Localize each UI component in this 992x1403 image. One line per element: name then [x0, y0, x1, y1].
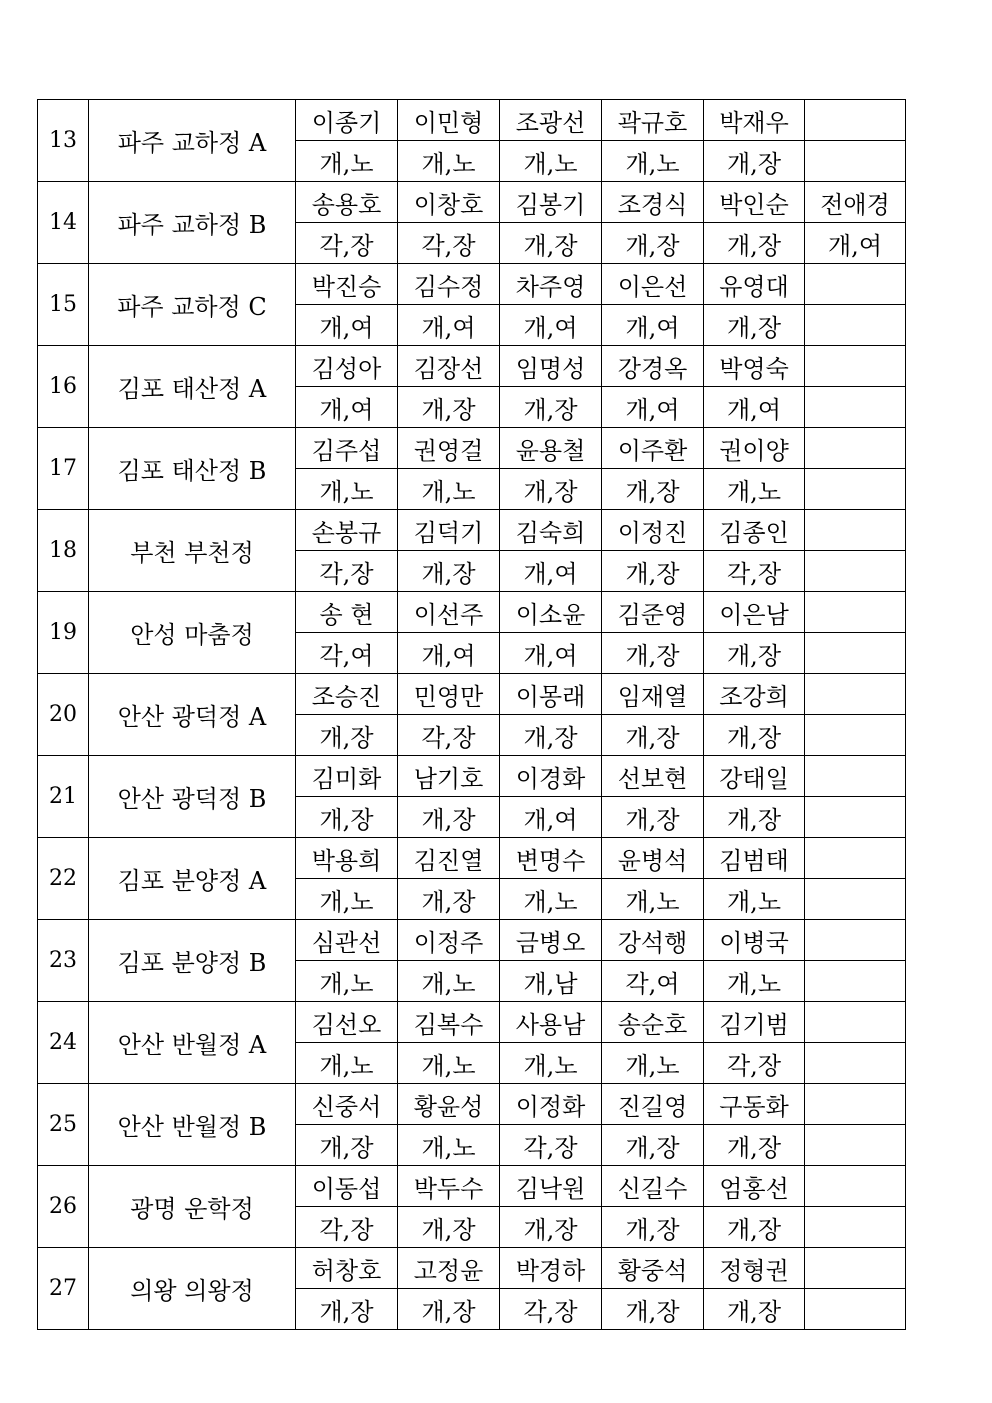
member-name-cell: 진길영 — [602, 1084, 704, 1125]
member-role-cell: 개,장 — [602, 715, 704, 756]
member-role-cell: 개,장 — [602, 1289, 704, 1330]
team-name: 안산 반월정 A — [89, 1002, 296, 1084]
member-name-cell: 차주영 — [500, 264, 602, 305]
member-role-cell: 개,장 — [500, 1207, 602, 1248]
member-role-cell: 개,장 — [602, 797, 704, 838]
member-role-cell: 개,노 — [296, 141, 398, 182]
member-name-cell: 김장선 — [398, 346, 500, 387]
member-name-cell: 고정윤 — [398, 1248, 500, 1289]
member-role-cell — [805, 1125, 906, 1166]
team-row-members — [38, 920, 906, 961]
team-name: 부천 부천정 — [89, 510, 296, 592]
team-row-members — [38, 1248, 906, 1289]
member-role-cell: 개,장 — [602, 551, 704, 592]
member-role-cell: 개,장 — [704, 1125, 805, 1166]
member-role-cell: 개,장 — [296, 1289, 398, 1330]
member-role-cell — [805, 469, 906, 510]
member-role-cell: 개,장 — [500, 469, 602, 510]
member-role-cell: 개,여 — [602, 305, 704, 346]
member-name-cell: 이은선 — [602, 264, 704, 305]
member-role-cell: 개,남 — [500, 961, 602, 1002]
team-name: 광명 운학정 — [89, 1166, 296, 1248]
member-role-cell: 개,노 — [398, 141, 500, 182]
member-role-cell — [805, 1043, 906, 1084]
member-role-cell: 개,장 — [602, 469, 704, 510]
member-role-cell: 개,여 — [805, 223, 906, 264]
member-name-cell: 강태일 — [704, 756, 805, 797]
member-role-cell: 개,장 — [602, 1125, 704, 1166]
member-name-cell: 신길수 — [602, 1166, 704, 1207]
member-role-cell: 개,장 — [398, 1289, 500, 1330]
member-name-cell: 조승진 — [296, 674, 398, 715]
member-name-cell: 민영만 — [398, 674, 500, 715]
member-role-cell: 각,장 — [500, 1125, 602, 1166]
member-name-cell: 남기호 — [398, 756, 500, 797]
member-role-cell: 개,장 — [602, 633, 704, 674]
team-row-members — [38, 592, 906, 633]
member-name-cell: 박경하 — [500, 1248, 602, 1289]
member-role-cell — [805, 633, 906, 674]
member-role-cell: 개,여 — [500, 797, 602, 838]
team-number: 14 — [38, 182, 89, 264]
team-number: 25 — [38, 1084, 89, 1166]
member-role-cell: 각,장 — [704, 551, 805, 592]
team-number: 21 — [38, 756, 89, 838]
member-name-cell: 곽규호 — [602, 100, 704, 141]
member-role-cell: 개,여 — [500, 551, 602, 592]
team-name: 파주 교하정 B — [89, 182, 296, 264]
team-row-members — [38, 100, 906, 141]
member-name-cell — [805, 1002, 906, 1043]
team-row-members — [38, 346, 906, 387]
member-name-cell — [805, 510, 906, 551]
member-role-cell — [805, 551, 906, 592]
member-role-cell: 각,장 — [296, 551, 398, 592]
member-name-cell: 조광선 — [500, 100, 602, 141]
member-name-cell: 송순호 — [602, 1002, 704, 1043]
team-name: 안산 반월정 B — [89, 1084, 296, 1166]
team-row-members — [38, 1166, 906, 1207]
member-name-cell: 허창호 — [296, 1248, 398, 1289]
member-role-cell: 개,노 — [704, 469, 805, 510]
member-name-cell: 이정화 — [500, 1084, 602, 1125]
member-role-cell: 각,장 — [296, 223, 398, 264]
member-role-cell: 개,노 — [602, 879, 704, 920]
member-role-cell: 개,장 — [296, 715, 398, 756]
member-role-cell: 개,노 — [296, 469, 398, 510]
team-name: 안성 마춤정 — [89, 592, 296, 674]
member-name-cell: 황중석 — [602, 1248, 704, 1289]
member-name-cell: 박용희 — [296, 838, 398, 879]
team-name: 파주 교하정 A — [89, 100, 296, 182]
member-name-cell: 신중서 — [296, 1084, 398, 1125]
team-number: 19 — [38, 592, 89, 674]
member-name-cell: 김미화 — [296, 756, 398, 797]
member-name-cell: 이병국 — [704, 920, 805, 961]
member-role-cell: 개,노 — [500, 879, 602, 920]
team-row-members — [38, 182, 906, 223]
member-name-cell: 황윤성 — [398, 1084, 500, 1125]
member-role-cell: 개,장 — [296, 797, 398, 838]
member-role-cell: 개,장 — [398, 1207, 500, 1248]
member-role-cell: 개,여 — [500, 633, 602, 674]
team-name: 김포 태산정 B — [89, 428, 296, 510]
member-role-cell: 개,장 — [704, 715, 805, 756]
member-name-cell — [805, 100, 906, 141]
member-role-cell: 개,장 — [602, 223, 704, 264]
member-role-cell: 개,노 — [500, 141, 602, 182]
member-role-cell: 개,장 — [398, 797, 500, 838]
member-role-cell: 개,장 — [500, 387, 602, 428]
member-name-cell: 이동섭 — [296, 1166, 398, 1207]
member-name-cell: 사용남 — [500, 1002, 602, 1043]
member-role-cell: 개,노 — [296, 1043, 398, 1084]
member-role-cell: 개,여 — [602, 387, 704, 428]
member-name-cell: 조강희 — [704, 674, 805, 715]
member-name-cell — [805, 264, 906, 305]
member-role-cell: 개,노 — [398, 1043, 500, 1084]
member-role-cell: 개,노 — [602, 1043, 704, 1084]
member-role-cell: 개,여 — [500, 305, 602, 346]
member-role-cell — [805, 961, 906, 1002]
member-name-cell: 강경옥 — [602, 346, 704, 387]
member-name-cell: 권영걸 — [398, 428, 500, 469]
team-row-members — [38, 1084, 906, 1125]
member-name-cell: 구동화 — [704, 1084, 805, 1125]
member-role-cell: 각,장 — [500, 1289, 602, 1330]
member-role-cell — [805, 305, 906, 346]
team-row-members — [38, 756, 906, 797]
member-name-cell: 박진승 — [296, 264, 398, 305]
member-name-cell: 송 현 — [296, 592, 398, 633]
member-name-cell: 박영숙 — [704, 346, 805, 387]
member-name-cell — [805, 1248, 906, 1289]
member-name-cell: 임명성 — [500, 346, 602, 387]
member-name-cell: 전애경 — [805, 182, 906, 223]
team-row-members — [38, 674, 906, 715]
member-role-cell: 개,장 — [704, 797, 805, 838]
member-name-cell — [805, 1084, 906, 1125]
member-name-cell: 변명수 — [500, 838, 602, 879]
member-role-cell: 각,장 — [398, 223, 500, 264]
team-number: 15 — [38, 264, 89, 346]
member-name-cell: 이몽래 — [500, 674, 602, 715]
member-name-cell — [805, 346, 906, 387]
team-name: 안산 광덕정 B — [89, 756, 296, 838]
member-name-cell — [805, 920, 906, 961]
member-role-cell — [805, 797, 906, 838]
member-role-cell: 각,장 — [704, 1043, 805, 1084]
member-name-cell: 이소윤 — [500, 592, 602, 633]
member-role-cell: 각,장 — [398, 715, 500, 756]
team-name: 김포 분양정 A — [89, 838, 296, 920]
member-name-cell: 윤용철 — [500, 428, 602, 469]
member-name-cell: 박인순 — [704, 182, 805, 223]
team-row-members — [38, 264, 906, 305]
member-role-cell: 개,여 — [398, 633, 500, 674]
member-name-cell: 김준영 — [602, 592, 704, 633]
member-role-cell: 개,장 — [704, 223, 805, 264]
member-name-cell: 강석행 — [602, 920, 704, 961]
member-role-cell: 개,장 — [602, 1207, 704, 1248]
member-name-cell: 김기범 — [704, 1002, 805, 1043]
member-name-cell: 임재열 — [602, 674, 704, 715]
member-name-cell: 이선주 — [398, 592, 500, 633]
member-role-cell: 개,장 — [398, 551, 500, 592]
member-name-cell: 김덕기 — [398, 510, 500, 551]
team-number: 16 — [38, 346, 89, 428]
member-name-cell — [805, 838, 906, 879]
member-name-cell: 이정진 — [602, 510, 704, 551]
member-name-cell: 선보현 — [602, 756, 704, 797]
member-name-cell: 송용호 — [296, 182, 398, 223]
team-number: 23 — [38, 920, 89, 1002]
member-name-cell — [805, 674, 906, 715]
member-role-cell: 개,장 — [704, 141, 805, 182]
member-role-cell: 개,장 — [500, 715, 602, 756]
member-role-cell: 개,노 — [704, 961, 805, 1002]
member-role-cell — [805, 715, 906, 756]
member-name-cell: 박두수 — [398, 1166, 500, 1207]
team-name: 김포 분양정 B — [89, 920, 296, 1002]
member-name-cell: 김봉기 — [500, 182, 602, 223]
member-name-cell: 김선오 — [296, 1002, 398, 1043]
member-role-cell: 개,노 — [500, 1043, 602, 1084]
member-role-cell: 개,장 — [398, 879, 500, 920]
member-name-cell: 김성아 — [296, 346, 398, 387]
member-name-cell: 김진열 — [398, 838, 500, 879]
team-number: 17 — [38, 428, 89, 510]
team-row-members — [38, 1002, 906, 1043]
member-name-cell: 금병오 — [500, 920, 602, 961]
member-role-cell — [805, 879, 906, 920]
member-name-cell: 이종기 — [296, 100, 398, 141]
member-name-cell: 윤병석 — [602, 838, 704, 879]
member-role-cell: 개,장 — [296, 1125, 398, 1166]
member-name-cell: 김낙원 — [500, 1166, 602, 1207]
member-role-cell: 개,노 — [602, 141, 704, 182]
member-name-cell — [805, 592, 906, 633]
member-role-cell: 개,노 — [704, 879, 805, 920]
team-number: 27 — [38, 1248, 89, 1330]
member-name-cell: 김주섭 — [296, 428, 398, 469]
member-role-cell — [805, 1289, 906, 1330]
member-role-cell: 개,여 — [296, 305, 398, 346]
member-name-cell: 김숙희 — [500, 510, 602, 551]
team-number: 13 — [38, 100, 89, 182]
member-name-cell — [805, 428, 906, 469]
member-role-cell: 개,노 — [398, 469, 500, 510]
team-number: 20 — [38, 674, 89, 756]
member-name-cell: 박재우 — [704, 100, 805, 141]
member-name-cell: 권이양 — [704, 428, 805, 469]
member-name-cell: 이은남 — [704, 592, 805, 633]
member-name-cell: 정형권 — [704, 1248, 805, 1289]
member-name-cell: 엄홍선 — [704, 1166, 805, 1207]
member-name-cell: 김범태 — [704, 838, 805, 879]
member-name-cell: 이주환 — [602, 428, 704, 469]
team-row-members — [38, 428, 906, 469]
member-role-cell: 개,장 — [704, 633, 805, 674]
roster-body — [38, 100, 906, 1330]
team-number: 18 — [38, 510, 89, 592]
team-row-members — [38, 838, 906, 879]
member-role-cell — [805, 141, 906, 182]
member-role-cell: 개,노 — [398, 1125, 500, 1166]
member-name-cell: 손봉규 — [296, 510, 398, 551]
member-name-cell — [805, 756, 906, 797]
member-name-cell: 조경식 — [602, 182, 704, 223]
team-name: 의왕 의왕정 — [89, 1248, 296, 1330]
member-role-cell: 개,여 — [398, 305, 500, 346]
team-name: 안산 광덕정 A — [89, 674, 296, 756]
member-name-cell — [805, 1166, 906, 1207]
team-number: 22 — [38, 838, 89, 920]
team-name: 파주 교하정 C — [89, 264, 296, 346]
member-role-cell: 개,노 — [296, 961, 398, 1002]
member-role-cell: 개,장 — [704, 1207, 805, 1248]
team-number: 26 — [38, 1166, 89, 1248]
member-role-cell: 개,장 — [704, 1289, 805, 1330]
member-name-cell: 유영대 — [704, 264, 805, 305]
member-role-cell — [805, 387, 906, 428]
member-role-cell: 개,여 — [704, 387, 805, 428]
member-role-cell: 개,장 — [704, 305, 805, 346]
team-number: 24 — [38, 1002, 89, 1084]
member-role-cell — [805, 1207, 906, 1248]
member-name-cell: 김수정 — [398, 264, 500, 305]
team-roster-table — [37, 99, 906, 1330]
member-name-cell: 김종인 — [704, 510, 805, 551]
member-name-cell: 이경화 — [500, 756, 602, 797]
member-role-cell: 각,여 — [296, 633, 398, 674]
member-role-cell: 개,장 — [398, 387, 500, 428]
member-name-cell: 심관선 — [296, 920, 398, 961]
member-role-cell: 개,노 — [398, 961, 500, 1002]
team-name: 김포 태산정 A — [89, 346, 296, 428]
member-name-cell: 이정주 — [398, 920, 500, 961]
member-name-cell: 김복수 — [398, 1002, 500, 1043]
member-role-cell: 각,여 — [602, 961, 704, 1002]
team-row-members — [38, 510, 906, 551]
member-role-cell: 개,장 — [500, 223, 602, 264]
member-role-cell: 각,장 — [296, 1207, 398, 1248]
member-role-cell: 개,노 — [296, 879, 398, 920]
member-role-cell: 개,여 — [296, 387, 398, 428]
member-name-cell: 이민형 — [398, 100, 500, 141]
member-name-cell: 이창호 — [398, 182, 500, 223]
